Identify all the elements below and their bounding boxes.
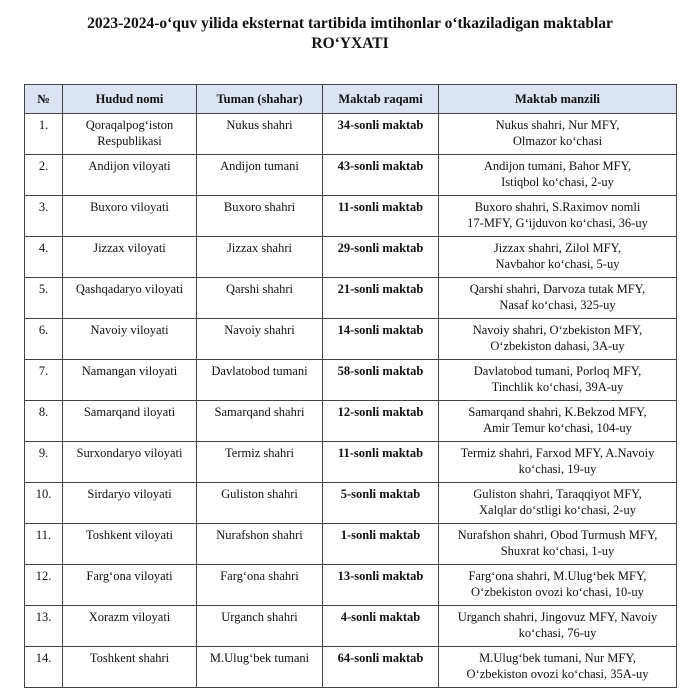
row-number: 9. — [25, 442, 63, 483]
school-number-cell: 34-sonli maktab — [323, 114, 439, 155]
address-cell — [439, 196, 677, 237]
row-number: 2. — [25, 155, 63, 196]
address-line: ko‘chasi, 19-uy — [518, 462, 597, 476]
address-line: ko‘chasi, 76-uy — [518, 626, 597, 640]
address-cell — [439, 565, 677, 606]
district-cell: Navoiy shahri — [197, 319, 323, 360]
address-cell — [439, 606, 677, 647]
region-cell: Buxoro viloyati — [63, 196, 197, 237]
district-cell: Qarshi shahri — [197, 278, 323, 319]
table-row — [25, 237, 677, 278]
table-row — [25, 442, 677, 483]
row-number: 8. — [25, 401, 63, 442]
address-line: Nasaf ko‘chasi, 325-uy — [499, 298, 616, 312]
school-number-cell: 14-sonli maktab — [323, 319, 439, 360]
table-row — [25, 483, 677, 524]
row-number: 10. — [25, 483, 63, 524]
header-region: Hudud nomi — [63, 85, 197, 114]
table-row — [25, 155, 677, 196]
table-row — [25, 114, 677, 155]
region-cell: Samarqand iloyati — [63, 401, 197, 442]
row-number: 12. — [25, 565, 63, 606]
table-header-row — [25, 85, 677, 114]
row-number: 6. — [25, 319, 63, 360]
address-cell — [439, 155, 677, 196]
address-cell — [439, 360, 677, 401]
address-cell — [439, 483, 677, 524]
address-line: Olmazor ko‘chasi — [512, 134, 603, 148]
region-cell: Xorazm viloyati — [63, 606, 197, 647]
district-cell: Nurafshon shahri — [197, 524, 323, 565]
table-row — [25, 360, 677, 401]
document-title — [0, 14, 700, 54]
district-cell: Guliston shahri — [197, 483, 323, 524]
region-cell: Namangan viloyati — [63, 360, 197, 401]
header-district: Tuman (shahar) — [197, 85, 323, 114]
district-cell: Nukus shahri — [197, 114, 323, 155]
address-line: Navoiy shahri, O‘zbekiston MFY, — [472, 323, 643, 337]
table-row — [25, 319, 677, 360]
school-number-cell: 12-sonli maktab — [323, 401, 439, 442]
address-cell — [439, 401, 677, 442]
address-cell — [439, 278, 677, 319]
address-line: Urganch shahri, Jingovuz MFY, Navoiy — [457, 610, 658, 624]
row-number: 14. — [25, 647, 63, 688]
school-number-cell: 5-sonli maktab — [323, 483, 439, 524]
title-line-1: 2023-2024-o‘quv yilida eksternat tartibida imtihonlar o‘tkaziladigan maktablar — [87, 15, 613, 32]
table-row — [25, 196, 677, 237]
header-school-address: Maktab manzili — [439, 85, 677, 114]
district-cell: Samarqand shahri — [197, 401, 323, 442]
address-line: Amir Temur ko‘chasi, 104-uy — [483, 421, 632, 435]
header-number: № — [25, 85, 63, 114]
address-line: O‘zbekiston ovozi ko‘chasi, 10-uy — [471, 585, 644, 599]
region-cell: Sirdaryo viloyati — [63, 483, 197, 524]
address-line: O‘zbekiston ovozi ko‘chasi, 35A-uy — [466, 667, 649, 681]
address-line: Xalqlar do‘stligi ko‘chasi, 2-uy — [479, 503, 636, 517]
school-number-cell: 13-sonli maktab — [323, 565, 439, 606]
address-cell — [439, 524, 677, 565]
address-cell — [439, 647, 677, 688]
address-line: Shuxrat ko‘chasi, 1-uy — [500, 544, 615, 558]
address-line: O‘zbekiston dahasi, 3A-uy — [490, 339, 625, 353]
region-cell: Navoiy viloyati — [63, 319, 197, 360]
address-line: Nukus shahri, Nur MFY, — [495, 118, 620, 132]
district-cell: Jizzax shahri — [197, 237, 323, 278]
school-number-cell: 64-sonli maktab — [323, 647, 439, 688]
address-line: Termiz shahri, Farxod MFY, A.Navoiy — [460, 446, 655, 460]
address-line: Guliston shahri, Taraqqiyot MFY, — [473, 487, 642, 501]
region-cell: Toshkent viloyati — [63, 524, 197, 565]
table-body — [25, 114, 677, 688]
title-line-2: RO‘YXATI — [311, 35, 389, 52]
region-cell: Toshkent shahri — [63, 647, 197, 688]
row-number: 5. — [25, 278, 63, 319]
school-number-cell: 43-sonli maktab — [323, 155, 439, 196]
row-number: 1. — [25, 114, 63, 155]
address-cell — [439, 319, 677, 360]
school-number-cell: 11-sonli maktab — [323, 196, 439, 237]
region-cell: Farg‘ona viloyati — [63, 565, 197, 606]
row-number: 3. — [25, 196, 63, 237]
district-cell: Buxoro shahri — [197, 196, 323, 237]
region-cell: Surxondaryo viloyati — [63, 442, 197, 483]
address-line: Navbahor ko‘chasi, 5-uy — [495, 257, 620, 271]
table-row — [25, 278, 677, 319]
row-number: 13. — [25, 606, 63, 647]
address-line: Istiqbol ko‘chasi, 2-uy — [501, 175, 614, 189]
region-cell: Qashqadaryo viloyati — [63, 278, 197, 319]
school-number-cell: 21-sonli maktab — [323, 278, 439, 319]
address-line: Andijon tumani, Bahor MFY, — [483, 159, 632, 173]
address-line: Nurafshon shahri, Obod Turmush MFY, — [457, 528, 658, 542]
region-cell: Andijon viloyati — [63, 155, 197, 196]
school-number-cell: 1-sonli maktab — [323, 524, 439, 565]
address-line: Davlatobod tumani, Porloq MFY, — [473, 364, 642, 378]
district-cell: Andijon tumani — [197, 155, 323, 196]
header-school-number: Maktab raqami — [323, 85, 439, 114]
table-row — [25, 647, 677, 688]
school-number-cell: 29-sonli maktab — [323, 237, 439, 278]
address-cell — [439, 237, 677, 278]
district-cell: Davlatobod tumani — [197, 360, 323, 401]
address-line: Qarshi shahri, Darvoza tutak MFY, — [469, 282, 646, 296]
row-number: 11. — [25, 524, 63, 565]
region-cell: Jizzax viloyati — [63, 237, 197, 278]
table-row — [25, 606, 677, 647]
row-number: 4. — [25, 237, 63, 278]
district-cell: Farg‘ona shahri — [197, 565, 323, 606]
district-cell: Termiz shahri — [197, 442, 323, 483]
school-number-cell: 11-sonli maktab — [323, 442, 439, 483]
schools-table — [24, 84, 677, 688]
address-line: M.Ulug‘bek tumani, Nur MFY, — [479, 651, 636, 665]
address-line: Tinchlik ko‘chasi, 39A-uy — [491, 380, 624, 394]
school-number-cell: 58-sonli maktab — [323, 360, 439, 401]
address-line: 17-MFY, G‘ijduvon ko‘chasi, 36-uy — [467, 216, 648, 230]
table-row — [25, 565, 677, 606]
address-line: Samarqand shahri, K.Bekzod MFY, — [468, 405, 647, 419]
school-number-cell: 4-sonli maktab — [323, 606, 439, 647]
table-row — [25, 524, 677, 565]
row-number: 7. — [25, 360, 63, 401]
district-cell: Urganch shahri — [197, 606, 323, 647]
address-cell — [439, 442, 677, 483]
table-row — [25, 401, 677, 442]
address-line: Jizzax shahri, Zilol MFY, — [493, 241, 622, 255]
address-line: Farg‘ona shahri, M.Ulug‘bek MFY, — [468, 569, 647, 583]
address-line: Buxoro shahri, S.Raximov nomli — [474, 200, 641, 214]
district-cell: M.Ulug‘bek tumani — [197, 647, 323, 688]
address-cell — [439, 114, 677, 155]
region-cell: Qoraqalpog‘iston Respublikasi — [63, 114, 197, 155]
